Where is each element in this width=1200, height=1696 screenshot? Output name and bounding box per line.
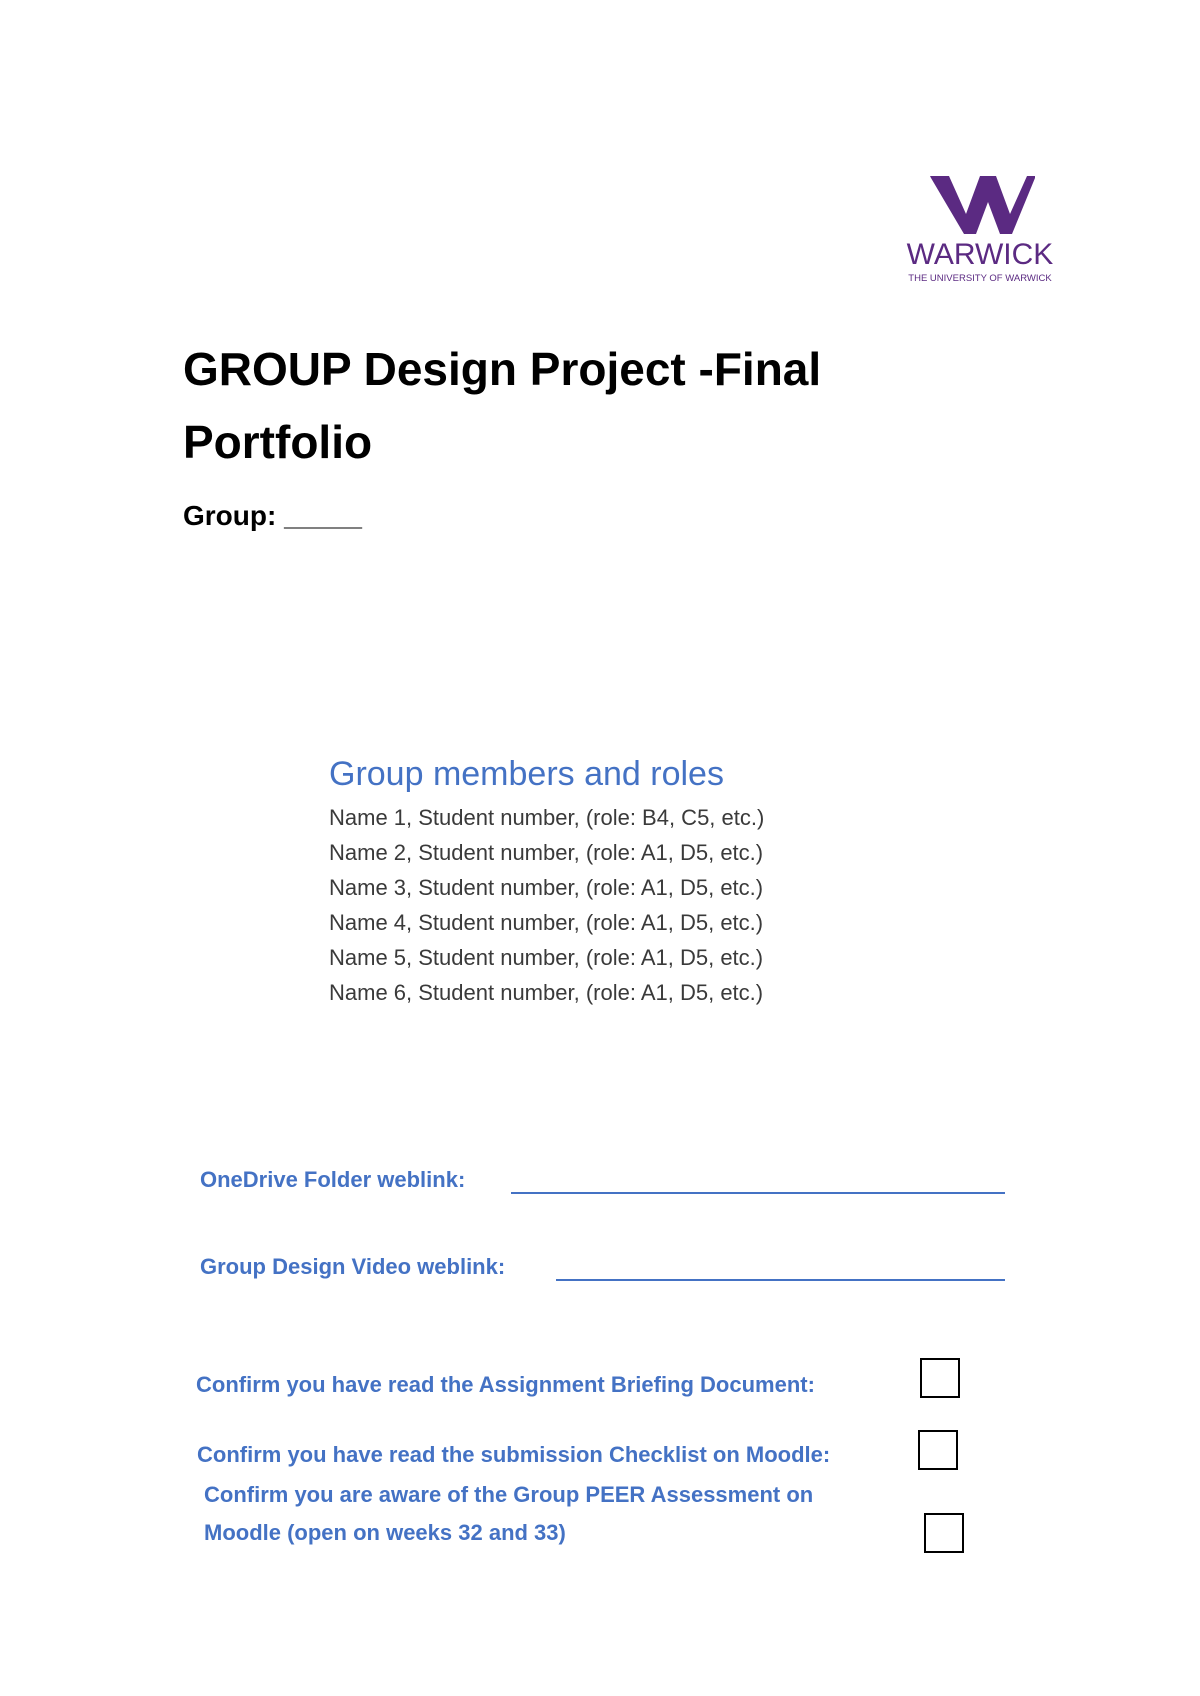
group-number-field[interactable]: Group: _____ xyxy=(183,500,362,531)
member-line: Name 5, Student number, (role: A1, D5, etc.) xyxy=(329,945,764,970)
members-heading: Group members and roles xyxy=(329,755,724,793)
confirm-checklist-label: Confirm you have read the submission Checklist on Moodle: xyxy=(197,1442,831,1467)
confirm-checklist-checkbox[interactable] xyxy=(918,1430,958,1470)
confirm-peer-label xyxy=(204,1476,813,1552)
onedrive-weblink-row xyxy=(200,1167,465,1193)
title-line-1: GROUP Design Project -Final xyxy=(183,343,822,395)
video-weblink-row xyxy=(200,1254,505,1280)
logo-subtitle: THE UNIVERSITY OF WARWICK xyxy=(908,273,1052,284)
member-line: Name 6, Student number, (role: A1, D5, etc.) xyxy=(329,980,764,1005)
video-weblink-label: Group Design Video weblink: xyxy=(200,1254,506,1279)
confirm-briefing-label: Confirm you have read the Assignment Briefing Document: xyxy=(196,1372,815,1397)
title-line-2: Portfolio xyxy=(183,416,373,468)
logo-wordmark: WARWICK xyxy=(906,238,1054,271)
video-weblink-field[interactable] xyxy=(556,1279,1005,1281)
member-line: Name 2, Student number, (role: A1, D5, etc.) xyxy=(329,840,764,865)
member-line: Name 4, Student number, (role: A1, D5, etc.) xyxy=(329,910,764,935)
university-logo xyxy=(900,176,1060,286)
confirm-briefing-checkbox[interactable] xyxy=(920,1358,960,1398)
confirm-peer-checkbox[interactable] xyxy=(924,1513,964,1553)
confirm-peer-line-1: Confirm you are aware of the Group PEER Assessment on xyxy=(204,1482,814,1507)
onedrive-weblink-field[interactable] xyxy=(511,1192,1005,1194)
member-line: Name 3, Student number, (role: A1, D5, etc.) xyxy=(329,875,764,900)
member-line: Name 1, Student number, (role: B4, C5, etc.) xyxy=(329,805,765,830)
group-members-section xyxy=(329,752,929,1010)
document-title xyxy=(183,333,943,479)
warwick-w-mark-icon xyxy=(900,176,1060,238)
onedrive-weblink-label: OneDrive Folder weblink: xyxy=(200,1167,466,1192)
confirm-peer-line-2: Moodle (open on weeks 32 and 33) xyxy=(204,1520,566,1545)
